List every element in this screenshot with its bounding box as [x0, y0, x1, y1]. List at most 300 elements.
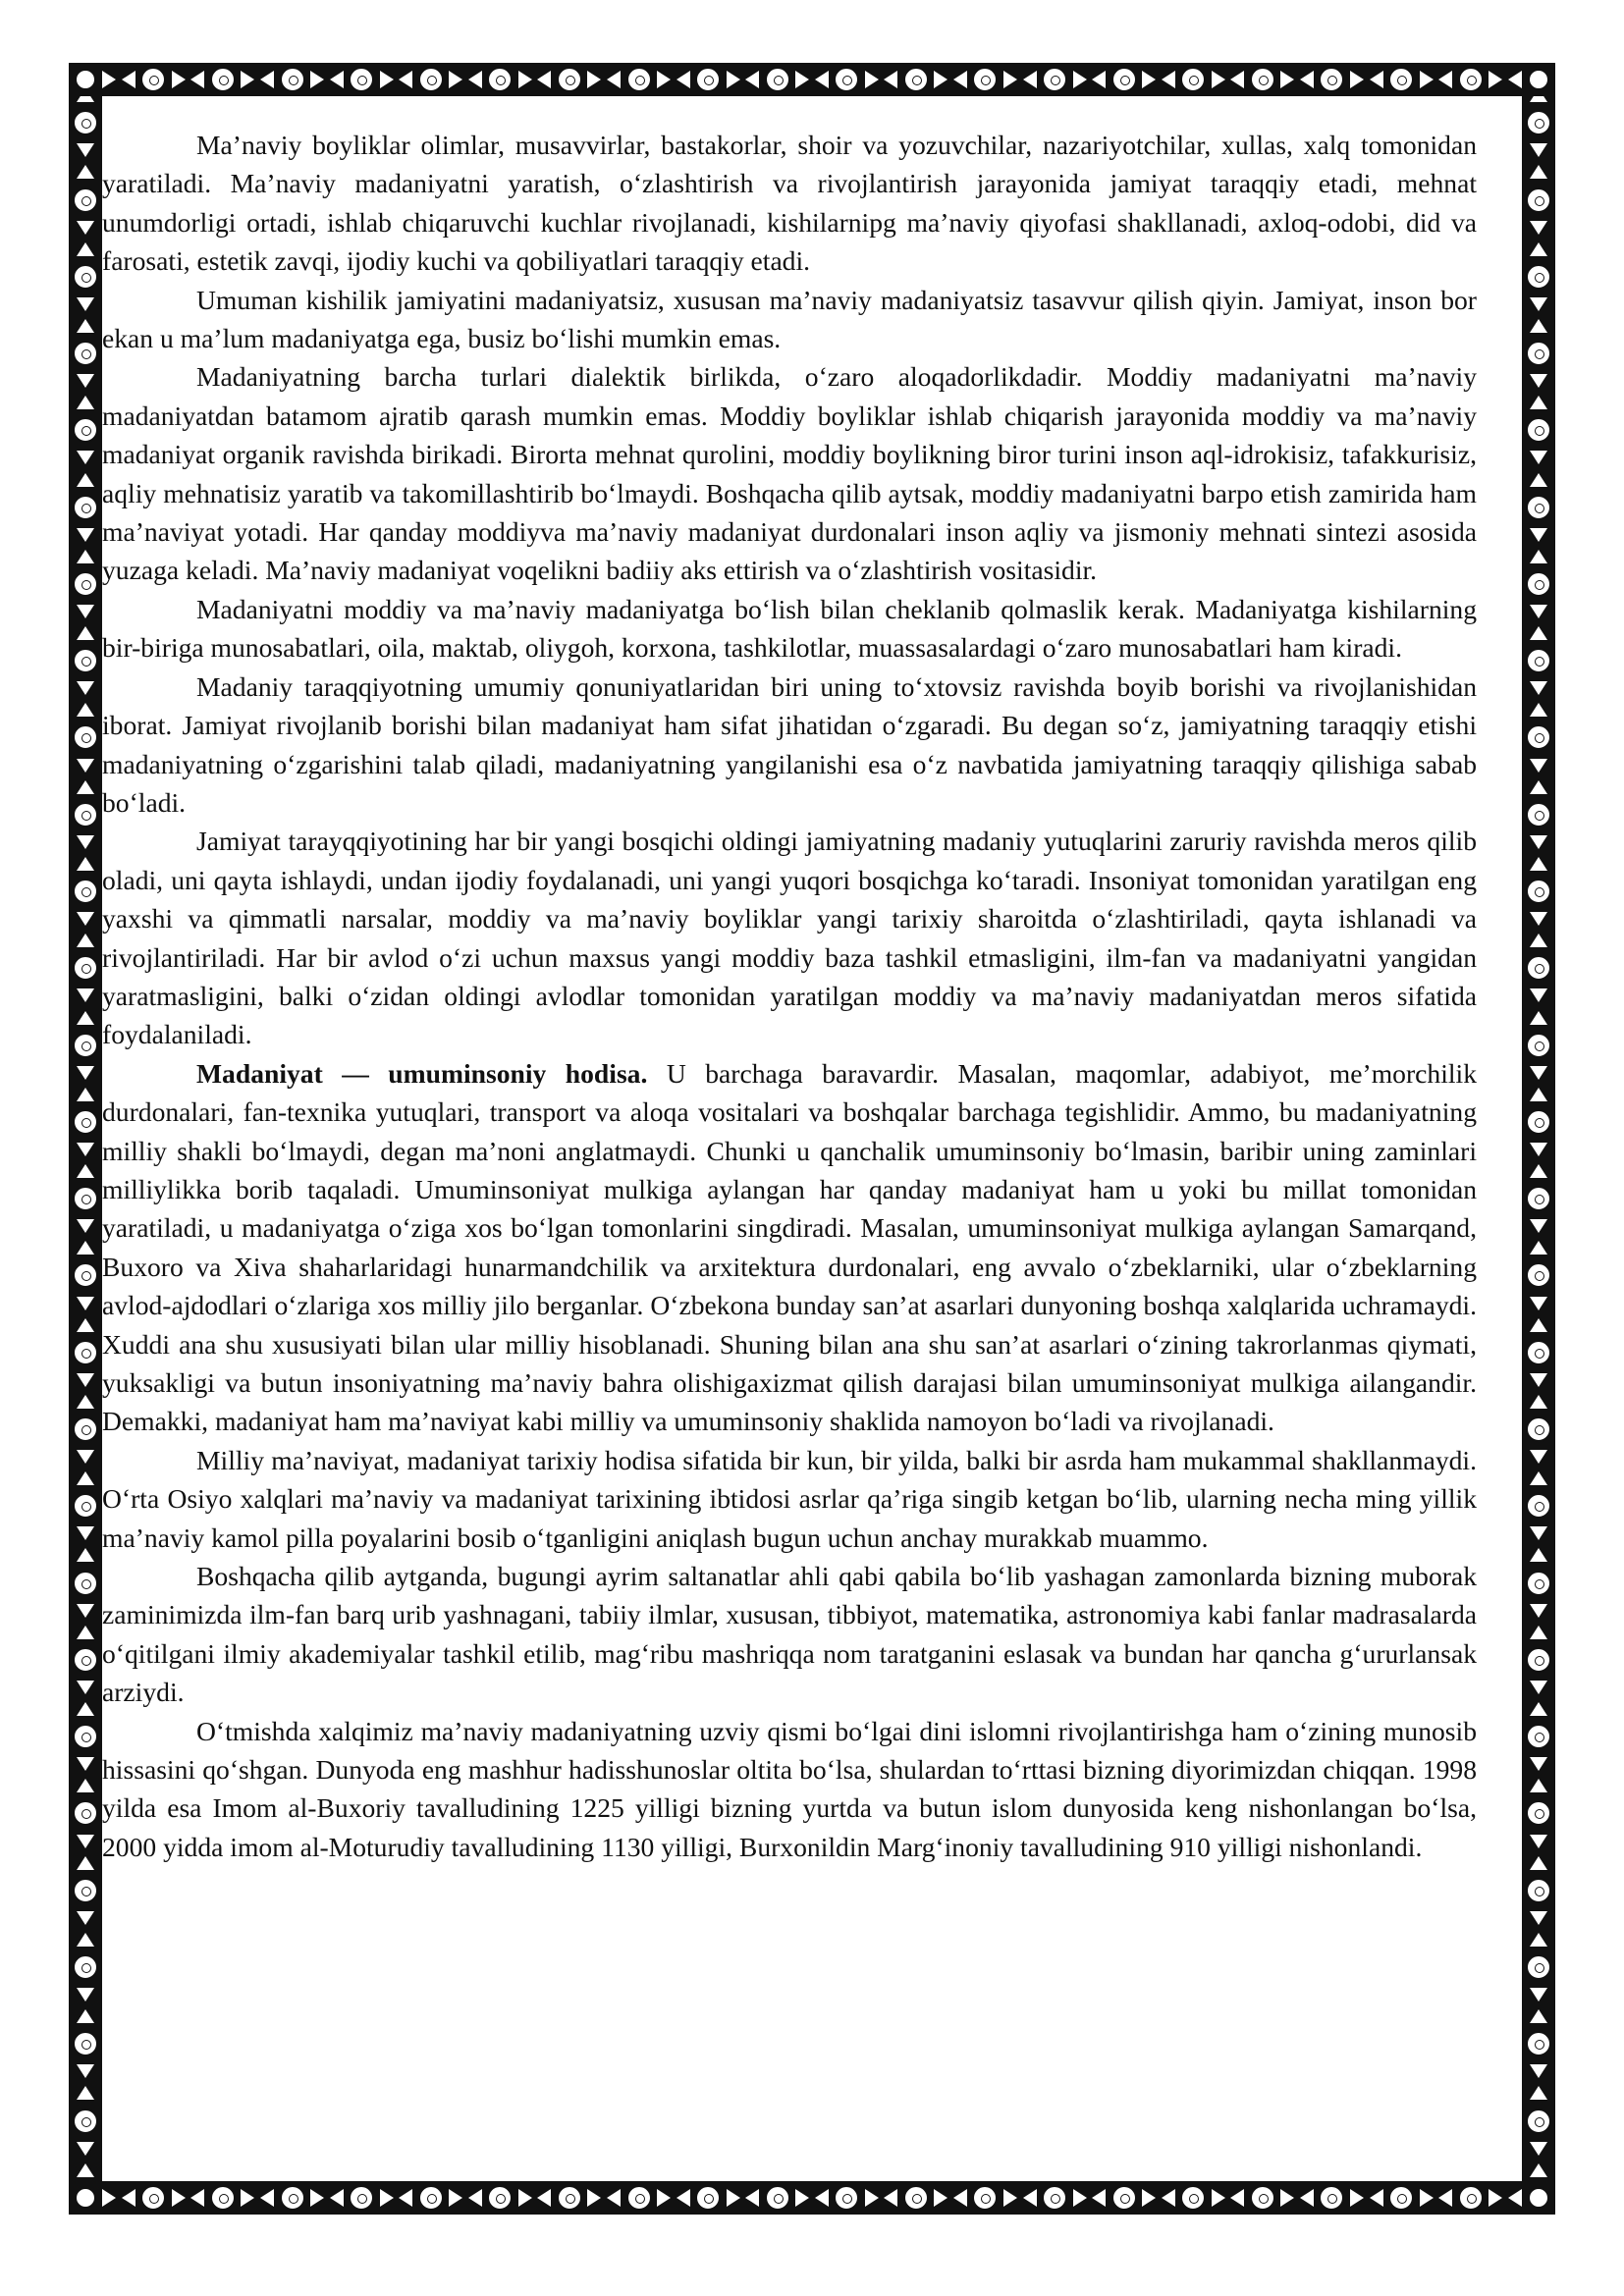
- flower-icon: [1526, 1033, 1551, 1058]
- triangle-up-icon: [77, 1318, 94, 1332]
- triangle-up-icon: [1530, 780, 1547, 794]
- triangle-down-icon: [1530, 759, 1547, 773]
- triangle-down-icon: [1530, 1604, 1547, 1618]
- triangle-up-icon: [77, 1702, 94, 1716]
- triangle-down-icon: [1530, 221, 1547, 235]
- flower-icon: [73, 1186, 98, 1211]
- triangle-left-icon: [1508, 2189, 1522, 2207]
- triangle-left-icon: [190, 2189, 204, 2207]
- triangle-up-icon: [77, 2086, 94, 2100]
- flower-icon: [1526, 724, 1551, 750]
- flower-icon: [1526, 495, 1551, 520]
- triangle-down-icon: [77, 1988, 94, 2002]
- triangle-down-icon: [1530, 1219, 1547, 1233]
- paragraph: [102, 126, 1477, 281]
- triangle-up-icon: [1530, 88, 1547, 102]
- triangle-up-icon: [1530, 550, 1547, 563]
- triangle-down-icon: [1530, 1988, 1547, 2002]
- flower-icon: [349, 67, 374, 92]
- paragraph-text: Boshqacha qilib aytganda, bugungi ayrim saltanatlar ahli qabi qabila bo‘lib yashagan zamonlarda bizning muborak zaminimizda ilm-fan barq urib yashnagani, tabiiy ilmlar, xususan, tibbiyot, matematika, astronomiya kabi fanlar madrasalarda o‘qitilgani ilmiy akademiyalar tashkil etilib, mag‘ribu mashriqqa nom taratganini eslasak va bundan har qancha g‘ururlansak arziydi.: [102, 1561, 1477, 1708]
- triangle-up-icon: [1530, 1856, 1547, 1870]
- triangle-down-icon: [1530, 988, 1547, 1002]
- triangle-right-icon: [241, 71, 254, 88]
- paragraph: [102, 1441, 1477, 1557]
- flower-icon: [1250, 2185, 1275, 2211]
- triangle-down-icon: [77, 451, 94, 464]
- flower-icon: [1319, 67, 1344, 92]
- triangle-right-icon: [1212, 71, 1225, 88]
- flower-icon: [1526, 879, 1551, 904]
- flower-icon: [73, 879, 98, 904]
- triangle-right-icon: [102, 2189, 116, 2207]
- flower-icon: [1180, 2185, 1206, 2211]
- triangle-left-icon: [884, 71, 897, 88]
- flower-icon: [1526, 648, 1551, 673]
- triangle-right-icon: [865, 2189, 879, 2207]
- triangle-right-icon: [1350, 71, 1364, 88]
- flower-icon: [1526, 955, 1551, 981]
- triangle-down-icon: [1530, 1757, 1547, 1771]
- flower-icon: [73, 1800, 98, 1826]
- paragraph: [102, 667, 1477, 823]
- flower-icon: [73, 2109, 98, 2134]
- triangle-right-icon: [172, 71, 186, 88]
- flower-icon: [1526, 110, 1551, 135]
- paragraph-lead: Madaniyat — umuminsoniy hodisa.: [196, 1057, 648, 1089]
- triangle-left-icon: [607, 2189, 621, 2207]
- triangle-right-icon: [1142, 2189, 1156, 2207]
- triangle-up-icon: [1530, 1318, 1547, 1332]
- triangle-left-icon: [1370, 71, 1383, 88]
- flower-icon: [1526, 1262, 1551, 1288]
- flower-icon: [1250, 67, 1275, 92]
- flower-icon: [1527, 2185, 1552, 2211]
- triangle-left-icon: [745, 71, 759, 88]
- flower-icon: [140, 2185, 166, 2211]
- border-top: [69, 63, 1555, 96]
- flower-icon: [626, 67, 652, 92]
- flower-icon: [834, 67, 859, 92]
- triangle-up-icon: [1530, 1626, 1547, 1639]
- triangle-down-icon: [77, 2064, 94, 2078]
- flower-icon: [72, 67, 97, 92]
- triangle-down-icon: [77, 67, 94, 80]
- triangle-right-icon: [1420, 71, 1434, 88]
- triangle-down-icon: [1530, 1066, 1547, 1080]
- triangle-down-icon: [77, 912, 94, 926]
- triangle-down-icon: [1530, 605, 1547, 618]
- triangle-up-icon: [1530, 703, 1547, 717]
- triangle-down-icon: [77, 759, 94, 773]
- triangle-up-icon: [77, 1856, 94, 1870]
- triangle-left-icon: [330, 71, 344, 88]
- triangle-right-icon: [1489, 2189, 1502, 2207]
- triangle-up-icon: [1530, 1471, 1547, 1485]
- flower-icon: [1526, 1109, 1551, 1135]
- triangle-right-icon: [1003, 2189, 1017, 2207]
- paragraph-text: Jamiyat tarayqqiyotining har bir yangi bosqichi oldingi jamiyatning madaniy yutuqlarini zaruriy ravishda meros qilib oladi, uni qayta ishlaydi, undan ijodiy foydalanadi, uni yangi yuqori bosqichga ko‘taradi. Insoniyat tomonidan yaratilgan eng yaxshi va qimmatli narsalar, moddiy va ma’naviy boyliklar yangi tarixiy sharoitda o‘zlashtiriladi, qayta ishlanadi va rivojlantiriladi. Har bir avlod o‘zi uchun maxsus yangi moddiy baza tashkil etmasligini, ilm-fan va madaniyatni yangidan yaratmasligini, balki o‘zidan oldingi avlodlar tomonidan yaratilgan moddiy va ma’naviy madaniyatdan meros sifatida foydalaniladi.: [102, 826, 1477, 1050]
- triangle-down-icon: [1530, 374, 1547, 388]
- flower-icon: [418, 2185, 444, 2211]
- triangle-right-icon: [1420, 2189, 1434, 2207]
- paragraph: [102, 1557, 1477, 1712]
- triangle-left-icon: [330, 2189, 344, 2207]
- flower-icon: [557, 67, 582, 92]
- flower-icon: [73, 264, 98, 290]
- triangle-down-icon: [77, 835, 94, 849]
- triangle-right-icon: [1003, 71, 1017, 88]
- triangle-down-icon: [77, 1297, 94, 1310]
- paragraph-text: Umuman kishilik jamiyatini madaniyatsiz, xususan ma’naviy madaniyatsiz tasavvur qilish qiyin. Jamiyat, inson bor ekan u ma’lum madaniyatga ega, busiz bo‘lishi mumkin emas.: [102, 284, 1477, 354]
- flower-icon: [1526, 1878, 1551, 1903]
- flower-icon: [210, 2185, 236, 2211]
- triangle-down-icon: [77, 1757, 94, 1771]
- triangle-right-icon: [518, 2189, 532, 2207]
- paragraph-text: Madaniy taraqqiyotning umumiy qonuniyatlaridan biri uning to‘xtovsiz ravishda boyib borishi va rivojlanishidan iborat. Jamiyat rivojlanib borishi bilan madaniyat ham sifat jihatidan o‘zgaradi. Bu degan so‘z, jamiyatning taraqqiy etishi madaniyatning o‘zgarishini talab qiladi, madaniyatning yangilanishi esa o‘z navbatida jamiyatning taraqqiy qilishiga sabab bo‘ladi.: [102, 670, 1477, 818]
- triangle-up-icon: [1530, 396, 1547, 409]
- document-body: [102, 126, 1477, 1866]
- triangle-right-icon: [380, 2189, 394, 2207]
- triangle-down-icon: [77, 2142, 94, 2156]
- triangle-up-icon: [77, 1548, 94, 1562]
- triangle-down-icon: [1530, 681, 1547, 695]
- paragraph-text: Madaniyatni moddiy va ma’naviy madaniyatga bo‘lish bilan cheklanib qolmaslik kerak. Madaniyatga kishilarning bir-biriga munosabatlari, oila, maktab, oliygoh, korxona, tashkilotlar, muassasalardagi o‘zaro munosabatlari ham kiradi.: [102, 593, 1477, 664]
- flower-icon: [73, 1416, 98, 1442]
- flower-icon: [73, 1109, 98, 1135]
- flower-icon: [73, 495, 98, 520]
- triangle-up-icon: [77, 242, 94, 256]
- triangle-down-icon: [77, 1526, 94, 1540]
- triangle-up-icon: [1530, 1011, 1547, 1025]
- corner-flower-icon: [1522, 63, 1555, 96]
- triangle-up-icon: [77, 934, 94, 947]
- paragraph-text: U barchaga baravardir. Masalan, maqomlar, adabiyot, me’morchilik durdonalari, fan-texnika yutuqlari, transport va aloqa vositalari va boshqalar barchaga tegishlidir. Ammo, bu madaniyatning milliy shakli bo‘lmaydi, degan ma’noni anglatmaydi. Chunki u qanchalik umuminsoniy bo‘lmasin, baribir uning zaminlari milliylikka borib taqaladi. Umuminsoniyat mulkiga aylangan har qanday madaniyat ham u yoki bu millat tomonidan yaratiladi, u madaniyatga o‘ziga xos bo‘lgan tomonlarini singdiradi. Masalan, umuminsoniyat mulkiga aylangan Samarqand, Buxoro va Xiva shaharlaridagi hunarmandchilik va arxitektura durdonalari, eng avvalo o‘zbeklarniki, ular o‘zbeklarning avlod-ajdodlari o‘zlariga xos milliy jilo berganlar. O‘zbekona bunday san’at asarlari dunyoning boshqa xalqlarida uchramaydi. Xuddi ana shu xususiyati bilan ular milliy hisoblanadi. Shuning bilan ana shu san’at asarlari o‘zining takrorlanmas qiymati, yuksakligi va butun insoniyatning ma’naviy bahra olishigaxizmat qilish darajasi bilan umuminsoniyat mulkiga ailangandir. Demakki, madaniyat ham ma’naviyat kabi milliy va umuminsoniy shaklida namoyon bo‘ladi va rivojlanadi.: [102, 1057, 1477, 1437]
- flower-icon: [140, 67, 166, 92]
- flower-icon: [557, 2185, 582, 2211]
- triangle-left-icon: [1438, 71, 1452, 88]
- flower-icon: [1526, 341, 1551, 366]
- flower-icon: [1388, 67, 1414, 92]
- triangle-down-icon: [77, 681, 94, 695]
- flower-icon: [1526, 1647, 1551, 1673]
- triangle-up-icon: [1530, 2086, 1547, 2100]
- triangle-up-icon: [77, 1241, 94, 1255]
- triangle-down-icon: [1530, 528, 1547, 542]
- triangle-left-icon: [260, 2189, 274, 2207]
- paragraph: [102, 1712, 1477, 1867]
- flower-icon: [487, 2185, 513, 2211]
- triangle-up-icon: [77, 88, 94, 102]
- border-bottom: [69, 2181, 1555, 2215]
- triangle-up-icon: [77, 780, 94, 794]
- paragraph-text: O‘tmishda xalqimiz ma’naviy madaniyatning uzviy qismi bo‘lgai dini islomni rivojlantirishga ham o‘zining munosib hissasini qo‘shgan. Dunyoda eng mashhur hadisshunoslar oltita bo‘lsa, shulardan to‘rttasi bizning diyorimizdan chiqqan. 1998 yilda esa Imom al-Buxoriy tavalludining 1225 yilligi bizning yurtda va butun islom dunyosida keng nishonlangan bo‘lsa, 2000 yidda imom al-Moturudiy tavalludining 1130 yilligi, Burxonildin Marg‘inoniy tavalludining 910 yilligi nishonlandi.: [102, 1715, 1477, 1862]
- flower-icon: [1042, 2185, 1067, 2211]
- triangle-up-icon: [1530, 1702, 1547, 1716]
- triangle-left-icon: [1092, 71, 1106, 88]
- flower-icon: [1526, 1416, 1551, 1442]
- triangle-right-icon: [727, 2189, 740, 2207]
- triangle-right-icon: [1489, 71, 1502, 88]
- triangle-down-icon: [77, 1066, 94, 1080]
- triangle-left-icon: [1230, 2189, 1244, 2207]
- triangle-down-icon: [77, 1681, 94, 1694]
- border-left: [69, 63, 102, 2215]
- flower-icon: [1526, 1954, 1551, 1980]
- triangle-left-icon: [815, 2189, 829, 2207]
- triangle-left-icon: [190, 71, 204, 88]
- triangle-down-icon: [1530, 1450, 1547, 1464]
- triangle-up-icon: [1530, 473, 1547, 487]
- triangle-left-icon: [607, 71, 621, 88]
- flower-icon: [73, 955, 98, 981]
- flower-icon: [1526, 264, 1551, 290]
- paragraph: [102, 822, 1477, 1053]
- triangle-left-icon: [399, 2189, 412, 2207]
- triangle-up-icon: [1530, 165, 1547, 179]
- triangle-up-icon: [1530, 1241, 1547, 1255]
- flower-icon: [765, 67, 790, 92]
- triangle-right-icon: [1073, 2189, 1087, 2207]
- triangle-down-icon: [77, 221, 94, 235]
- flower-icon: [73, 110, 98, 135]
- triangle-right-icon: [310, 2189, 324, 2207]
- paragraph: [102, 281, 1477, 358]
- triangle-right-icon: [518, 71, 532, 88]
- paragraph-text: Ma’naviy boyliklar olimlar, musavvirlar, bastakorlar, shoir va yozuvchilar, nazariyotchilar, xullas, xalq tomonidan yaratiladi. Ma’naviy madaniyatni yaratish, o‘zlashtirish va rivojlantirish jarayonida jamiyat taraqqiy etadi, mehnat unumdorligi ortadi, ishlab chiqaruvchi kuchlar rivojlanadi, kishilarnipg ma’naviy qiyofasi shakllanadi, axloq-odobi, did va farosati, estetik zavqi, ijodiy kuchi va qobiliyatlari taraqqiy etadi.: [102, 130, 1477, 277]
- triangle-left-icon: [677, 2189, 690, 2207]
- flower-icon: [1526, 187, 1551, 213]
- flower-icon: [1526, 2185, 1551, 2211]
- triangle-up-icon: [1530, 1164, 1547, 1178]
- triangle-down-icon: [1530, 1526, 1547, 1540]
- triangle-right-icon: [795, 2189, 809, 2207]
- flower-icon: [626, 2185, 652, 2211]
- flower-icon: [1458, 2185, 1484, 2211]
- flower-icon: [73, 1724, 98, 1749]
- flower-icon: [1526, 802, 1551, 828]
- triangle-left-icon: [260, 71, 274, 88]
- triangle-up-icon: [1530, 242, 1547, 256]
- triangle-down-icon: [77, 605, 94, 618]
- flower-icon: [1319, 2185, 1344, 2211]
- triangle-left-icon: [1508, 71, 1522, 88]
- triangle-down-icon: [77, 528, 94, 542]
- flower-icon: [210, 67, 236, 92]
- triangle-left-icon: [1438, 2189, 1452, 2207]
- flower-icon: [1526, 1724, 1551, 1749]
- triangle-up-icon: [1530, 1395, 1547, 1409]
- paragraph-text: Milliy ma’naviyat, madaniyat tarixiy hodisa sifatida bir kun, bir yilda, balki bir asrda ham mukammal shakllanmaydi. O‘rta Osiyo xalqlari ma’naviy va madaniyat tarixining ibtidosi asrlar qa’riga singib ketgan bo‘lib, ularning necha ming yillik ma’naviy kamol pilla poyalarini bosib o‘tganligini aniqlash bugun uchun anchay murakkab muammo.: [102, 1444, 1477, 1553]
- triangle-down-icon: [1530, 1835, 1547, 1848]
- paragraph: [102, 357, 1477, 589]
- flower-icon: [73, 2031, 98, 2056]
- flower-icon: [1526, 2031, 1551, 2056]
- triangle-up-icon: [77, 1779, 94, 1792]
- paragraph: [102, 590, 1477, 667]
- triangle-right-icon: [587, 2189, 601, 2207]
- triangle-left-icon: [815, 71, 829, 88]
- triangle-up-icon: [77, 1933, 94, 1947]
- triangle-down-icon: [1530, 297, 1547, 311]
- flower-icon: [972, 2185, 998, 2211]
- flower-icon: [1526, 1493, 1551, 1519]
- triangle-up-icon: [1530, 2009, 1547, 2023]
- triangle-down-icon: [1530, 2142, 1547, 2156]
- triangle-right-icon: [865, 71, 879, 88]
- flower-icon: [1180, 67, 1206, 92]
- flower-icon: [73, 2185, 98, 2211]
- triangle-left-icon: [953, 71, 967, 88]
- triangle-left-icon: [537, 71, 551, 88]
- triangle-down-icon: [1530, 1681, 1547, 1694]
- triangle-down-icon: [1530, 67, 1547, 80]
- triangle-right-icon: [795, 71, 809, 88]
- flower-icon: [73, 1954, 98, 1980]
- flower-icon: [73, 571, 98, 597]
- triangle-down-icon: [1530, 1911, 1547, 1925]
- triangle-down-icon: [1530, 1373, 1547, 1387]
- triangle-right-icon: [449, 2189, 462, 2207]
- paragraph-text: Madaniyatning barcha turlari dialektik birlikda, o‘zaro aloqadorlikdadir. Moddiy madaniyatni ma’naviy madaniyatdan batamom ajratib qarash mumkin emas. Moddiy boyliklar ishlab chiqarish jarayonida moddiy va ma’naviy madaniyat organik ravishda birikadi. Birorta mehnat qurolini, moddiy boylikning biror turini inson aql-idrokisiz, tafakkurisiz, aqliy mehnatisiz yaratib va takomillashtirib bo‘lmaydi. Boshqacha qilib aytsak, moddiy madaniyatni barpo etish zamirida ham ma’naviyat yotadi. Har qanday moddiyva ma’naviy madaniyat durdonalari inson aqliy va jismoniy mehnati sintezi asosida yuzaga keladi. Ma’naviy madaniyat voqelikni badiiy aks ettirish va o‘zlashtirish vositasidir.: [102, 361, 1477, 586]
- triangle-left-icon: [122, 71, 135, 88]
- flower-icon: [72, 2185, 97, 2211]
- triangle-up-icon: [77, 396, 94, 409]
- flower-icon: [73, 1878, 98, 1903]
- triangle-left-icon: [1162, 71, 1175, 88]
- triangle-up-icon: [1530, 1779, 1547, 1792]
- triangle-up-icon: [1530, 2163, 1547, 2177]
- flower-icon: [418, 67, 444, 92]
- triangle-left-icon: [1370, 2189, 1383, 2207]
- triangle-up-icon: [1530, 319, 1547, 333]
- flower-icon: [73, 1340, 98, 1365]
- triangle-right-icon: [934, 71, 947, 88]
- triangle-down-icon: [77, 1604, 94, 1618]
- triangle-right-icon: [102, 71, 116, 88]
- triangle-right-icon: [310, 71, 324, 88]
- triangle-left-icon: [745, 2189, 759, 2207]
- triangle-right-icon: [657, 71, 671, 88]
- flower-icon: [765, 2185, 790, 2211]
- triangle-up-icon: [1530, 1933, 1547, 1947]
- flower-icon: [1042, 67, 1067, 92]
- flower-icon: [73, 724, 98, 750]
- flower-icon: [834, 2185, 859, 2211]
- triangle-right-icon: [172, 2189, 186, 2207]
- triangle-up-icon: [77, 1011, 94, 1025]
- triangle-right-icon: [449, 71, 462, 88]
- triangle-left-icon: [468, 71, 482, 88]
- triangle-right-icon: [241, 2189, 254, 2207]
- flower-icon: [73, 1571, 98, 1596]
- flower-icon: [487, 67, 513, 92]
- triangle-left-icon: [884, 2189, 897, 2207]
- flower-icon: [73, 1262, 98, 1288]
- triangle-right-icon: [380, 71, 394, 88]
- triangle-down-icon: [1530, 912, 1547, 926]
- triangle-up-icon: [77, 1626, 94, 1639]
- flower-icon: [73, 802, 98, 828]
- triangle-left-icon: [1230, 71, 1244, 88]
- triangle-up-icon: [77, 550, 94, 563]
- triangle-down-icon: [77, 1219, 94, 1233]
- triangle-left-icon: [1023, 71, 1037, 88]
- triangle-right-icon: [1142, 71, 1156, 88]
- flower-icon: [73, 1033, 98, 1058]
- flower-icon: [1526, 2109, 1551, 2134]
- triangle-up-icon: [1530, 1548, 1547, 1562]
- triangle-left-icon: [1092, 2189, 1106, 2207]
- flower-icon: [73, 341, 98, 366]
- triangle-down-icon: [77, 374, 94, 388]
- corner-flower-icon: [1522, 2181, 1555, 2215]
- triangle-down-icon: [77, 1450, 94, 1464]
- triangle-up-icon: [1530, 857, 1547, 871]
- triangle-up-icon: [77, 1164, 94, 1178]
- flower-icon: [1526, 571, 1551, 597]
- triangle-left-icon: [1162, 2189, 1175, 2207]
- triangle-left-icon: [468, 2189, 482, 2207]
- triangle-down-icon: [1530, 835, 1547, 849]
- triangle-left-icon: [1300, 71, 1314, 88]
- triangle-up-icon: [1530, 934, 1547, 947]
- triangle-right-icon: [1073, 71, 1087, 88]
- triangle-down-icon: [1530, 2064, 1547, 2078]
- triangle-down-icon: [1530, 1297, 1547, 1310]
- flower-icon: [73, 1493, 98, 1519]
- triangle-up-icon: [1530, 1088, 1547, 1101]
- flower-icon: [73, 187, 98, 213]
- triangle-up-icon: [77, 319, 94, 333]
- triangle-left-icon: [677, 71, 690, 88]
- triangle-down-icon: [77, 1143, 94, 1156]
- triangle-down-icon: [77, 143, 94, 157]
- flower-icon: [280, 67, 305, 92]
- flower-icon: [1111, 67, 1137, 92]
- flower-icon: [903, 67, 929, 92]
- corner-flower-icon: [69, 63, 102, 96]
- flower-icon: [972, 67, 998, 92]
- triangle-right-icon: [1280, 2189, 1294, 2207]
- flower-icon: [73, 1647, 98, 1673]
- triangle-left-icon: [953, 2189, 967, 2207]
- triangle-up-icon: [77, 626, 94, 640]
- triangle-up-icon: [77, 473, 94, 487]
- flower-icon: [1526, 1186, 1551, 1211]
- flower-icon: [1527, 67, 1552, 92]
- flower-icon: [73, 417, 98, 443]
- triangle-down-icon: [1530, 451, 1547, 464]
- flower-icon: [1111, 2185, 1137, 2211]
- triangle-right-icon: [1280, 71, 1294, 88]
- triangle-left-icon: [122, 2189, 135, 2207]
- triangle-down-icon: [77, 1911, 94, 1925]
- border-right: [1522, 63, 1555, 2215]
- flower-icon: [1526, 417, 1551, 443]
- flower-icon: [349, 2185, 374, 2211]
- triangle-down-icon: [77, 1835, 94, 1848]
- triangle-up-icon: [1530, 626, 1547, 640]
- flower-icon: [1526, 1571, 1551, 1596]
- triangle-left-icon: [399, 71, 412, 88]
- triangle-down-icon: [77, 297, 94, 311]
- corner-flower-icon: [69, 2181, 102, 2215]
- flower-icon: [903, 2185, 929, 2211]
- flower-icon: [695, 2185, 721, 2211]
- flower-icon: [1458, 67, 1484, 92]
- triangle-right-icon: [934, 2189, 947, 2207]
- flower-icon: [280, 2185, 305, 2211]
